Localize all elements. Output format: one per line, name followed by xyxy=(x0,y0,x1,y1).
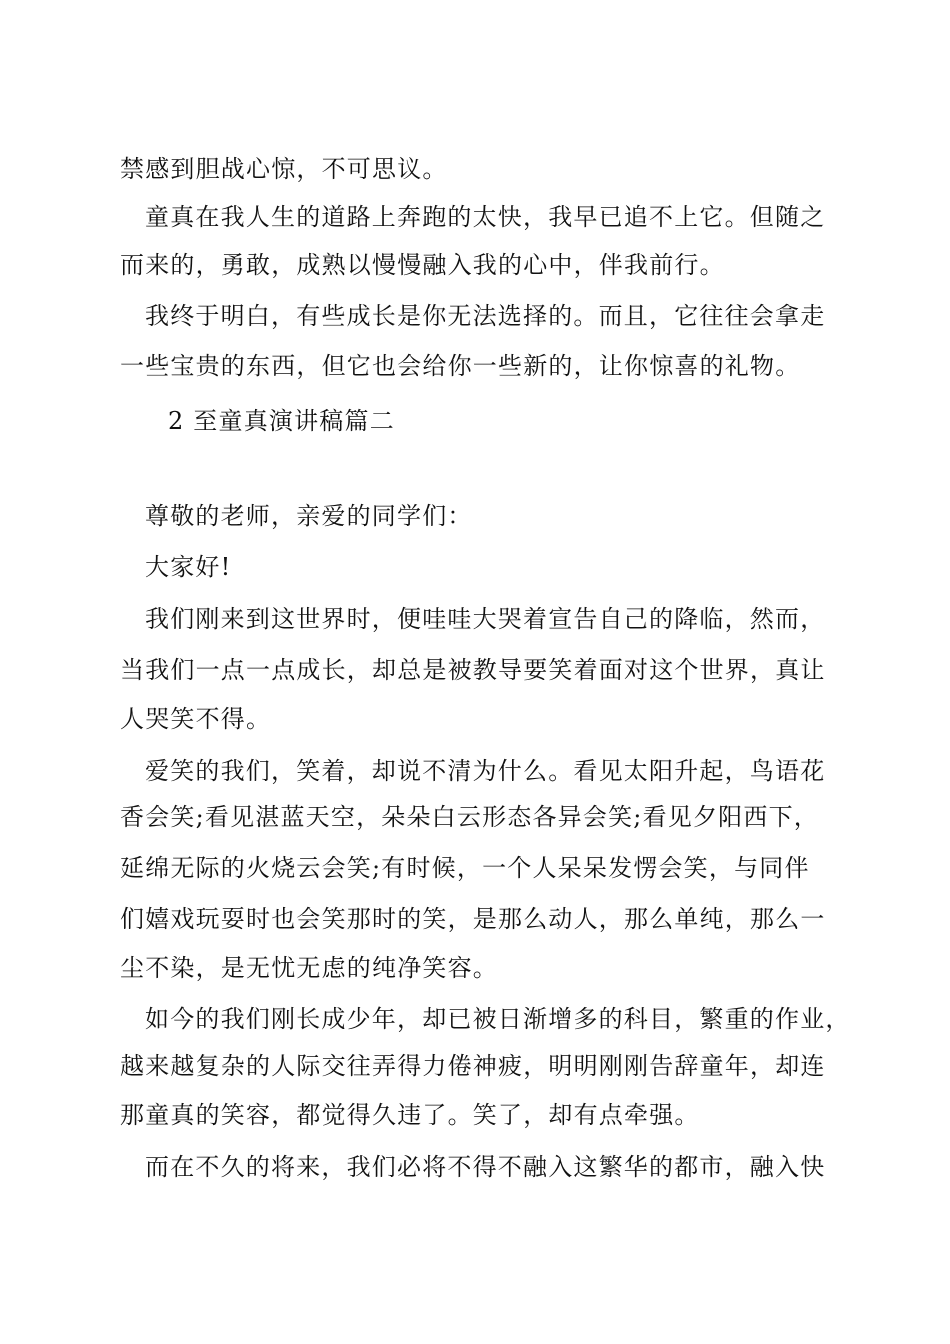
paragraph-line: 如今的我们刚长成少年，却已被日渐增多的科目，繁重的作业， xyxy=(145,1005,851,1033)
salutation-line: 尊敬的老师，亲爱的同学们： xyxy=(145,502,473,530)
paragraph-line: 而在不久的将来，我们必将不得不融入这繁华的都市，融入快 xyxy=(145,1153,826,1181)
paragraph-line: 而来的，勇敢，成熟以慢慢融入我的心中，伴我前行。 xyxy=(120,251,725,279)
paragraph-line: 我们刚来到这世界时，便哇哇大哭着宣告自己的降临，然而， xyxy=(145,605,826,633)
paragraph-line: 香会笑;看见湛蓝天空，朵朵白云形态各异会笑;看见夕阳西下， xyxy=(120,803,819,831)
paragraph-line: 们嬉戏玩耍时也会笑那时的笑，是那么动人，那么单纯，那么一 xyxy=(120,905,826,933)
paragraph-line: 越来越复杂的人际交往弄得力倦神疲，明明刚刚告辞童年，却连 xyxy=(120,1052,826,1080)
paragraph-line: 爱笑的我们，笑着，却说不清为什么。看见太阳升起，鸟语花 xyxy=(145,757,826,785)
greeting-line: 大家好! xyxy=(145,553,232,581)
paragraph-line: 人哭笑不得。 xyxy=(120,705,272,733)
section-heading: 2 至童真演讲稿篇二 xyxy=(168,407,395,435)
paragraph-line: 当我们一点一点成长，却总是被教导要笑着面对这个世界，真让 xyxy=(120,656,826,684)
paragraph-line: 童真在我人生的道路上奔跑的太快，我早已追不上它。但随之 xyxy=(145,203,826,231)
paragraph-line: 一些宝贵的东西，但它也会给你一些新的，让你惊喜的礼物。 xyxy=(120,352,801,380)
paragraph-line: 我终于明白，有些成长是你无法选择的。而且，它往往会拿走 xyxy=(145,302,826,330)
paragraph-line: 那童真的笑容，都觉得久违了。笑了，却有点牵强。 xyxy=(120,1101,700,1129)
paragraph-line: 延绵无际的火烧云会笑;有时候，一个人呆呆发愣会笑，与同伴 xyxy=(120,854,810,882)
paragraph-line: 禁感到胆战心惊，不可思议。 xyxy=(120,155,448,183)
paragraph-line: 尘不染，是无忧无虑的纯净笑容。 xyxy=(120,954,498,982)
